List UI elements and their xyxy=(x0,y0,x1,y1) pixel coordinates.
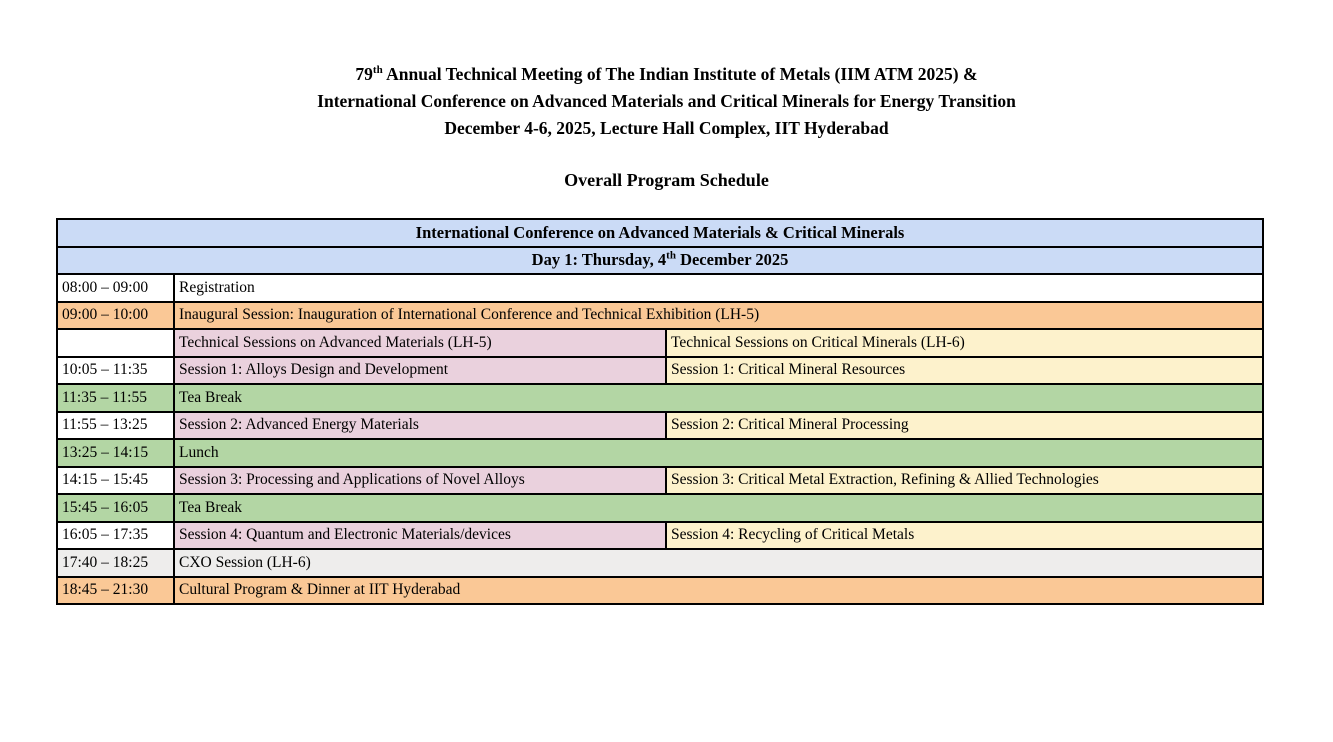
schedule-row-track-headers xyxy=(57,329,1263,357)
title-line1-text: Annual Technical Meeting of The Indian Institute of Metals (IIM ATM 2025) & xyxy=(382,64,978,84)
schedule-row-cultural-program xyxy=(57,577,1263,605)
session-cell-advanced-materials-3: Session 3: Processing and Applications of Novel Alloys xyxy=(174,467,666,495)
conference-header-row xyxy=(57,219,1263,247)
time-cell: 16:05 – 17:35 xyxy=(57,522,174,550)
title-line-2: International Conference on Advanced Materials and Critical Minerals for Energy Transition xyxy=(317,91,1016,111)
schedule-row-session-1 xyxy=(57,357,1263,385)
time-cell: 13:25 – 14:15 xyxy=(57,439,174,467)
time-cell: 09:00 – 10:00 xyxy=(57,302,174,330)
page-title xyxy=(0,61,1333,142)
time-cell: 08:00 – 09:00 xyxy=(57,274,174,302)
time-cell: 11:55 – 13:25 xyxy=(57,412,174,440)
time-cell: 10:05 – 11:35 xyxy=(57,357,174,385)
day-header-superscript: th xyxy=(666,249,676,262)
event-cell-lunch: Lunch xyxy=(174,439,1263,467)
time-cell: 14:15 – 15:45 xyxy=(57,467,174,495)
session-cell-advanced-materials-2: Session 2: Advanced Energy Materials xyxy=(174,412,666,440)
day-header-cell xyxy=(57,247,1263,275)
title-line-1 xyxy=(0,61,1333,88)
track-header-critical-minerals: Technical Sessions on Critical Minerals (LH-6) xyxy=(666,329,1263,357)
time-cell: 15:45 – 16:05 xyxy=(57,494,174,522)
program-schedule-table xyxy=(56,218,1264,605)
day-header-rest: December 2025 xyxy=(675,250,789,270)
schedule-row-session-4 xyxy=(57,522,1263,550)
day-header-prefix: Day 1: Thursday, 4 xyxy=(531,250,667,270)
session-cell-critical-minerals-2: Session 2: Critical Mineral Processing xyxy=(666,412,1263,440)
title-line1-number: 79 xyxy=(355,64,373,84)
event-cell-inaugural-session: Inaugural Session: Inauguration of International Conference and Technical Exhibition (LH-5) xyxy=(174,302,1263,330)
schedule-row-lunch xyxy=(57,439,1263,467)
event-cell-cxo-session: CXO Session (LH-6) xyxy=(174,549,1263,577)
schedule-row-inaugural xyxy=(57,302,1263,330)
event-cell-registration: Registration xyxy=(174,274,1263,302)
track-header-advanced-materials: Technical Sessions on Advanced Materials (LH-5) xyxy=(174,329,666,357)
day-header-row xyxy=(57,247,1263,275)
schedule-row-session-3 xyxy=(57,467,1263,495)
schedule-subtitle: Overall Program Schedule xyxy=(564,170,769,190)
session-cell-advanced-materials-4: Session 4: Quantum and Electronic Materials/devices xyxy=(174,522,666,550)
title-line1-superscript: th xyxy=(372,64,383,77)
schedule-row-tea-break-1 xyxy=(57,384,1263,412)
time-cell: 11:35 – 11:55 xyxy=(57,384,174,412)
event-cell-cultural-program: Cultural Program & Dinner at IIT Hyderabad xyxy=(174,577,1263,605)
event-cell-tea-break-1: Tea Break xyxy=(174,384,1263,412)
time-cell-empty xyxy=(57,329,174,357)
schedule-row-cxo-session xyxy=(57,549,1263,577)
time-cell: 17:40 – 18:25 xyxy=(57,549,174,577)
schedule-row-session-2 xyxy=(57,412,1263,440)
event-cell-tea-break-2: Tea Break xyxy=(174,494,1263,522)
session-cell-critical-minerals-3: Session 3: Critical Metal Extraction, Refining & Allied Technologies xyxy=(666,467,1263,495)
session-cell-advanced-materials-1: Session 1: Alloys Design and Development xyxy=(174,357,666,385)
session-cell-critical-minerals-4: Session 4: Recycling of Critical Metals xyxy=(666,522,1263,550)
conference-header-cell: International Conference on Advanced Materials & Critical Minerals xyxy=(57,219,1263,247)
session-cell-critical-minerals-1: Session 1: Critical Mineral Resources xyxy=(666,357,1263,385)
title-line-3: December 4-6, 2025, Lecture Hall Complex, IIT Hyderabad xyxy=(444,118,889,138)
schedule-row-tea-break-2 xyxy=(57,494,1263,522)
time-cell: 18:45 – 21:30 xyxy=(57,577,174,605)
schedule-row-registration xyxy=(57,274,1263,302)
